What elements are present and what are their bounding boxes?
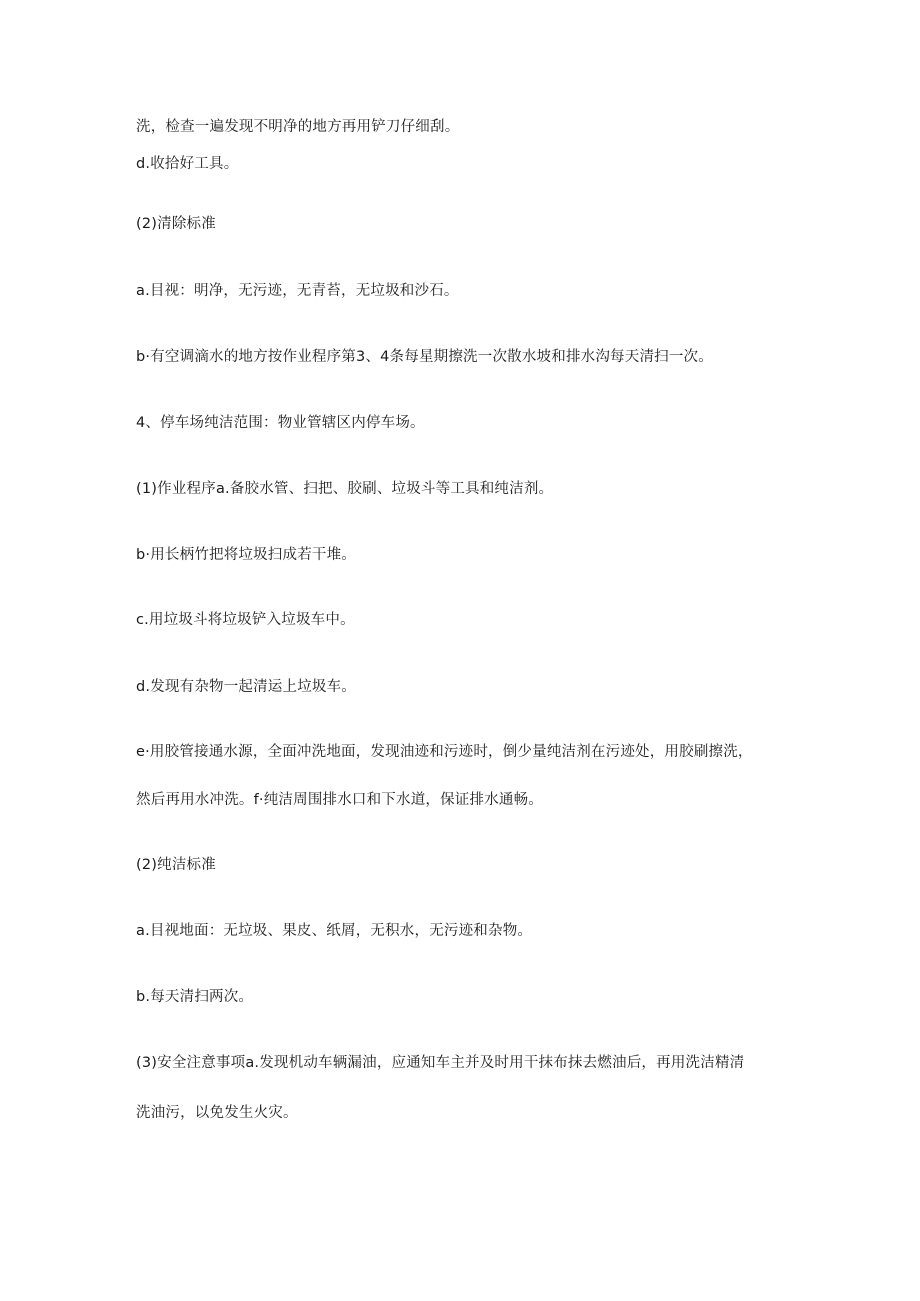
section-heading: 4、停车场纯洁范围：物业管辖区内停车场。 <box>136 415 425 431</box>
text-line: 然后再用水冲洗。f·纯洁周围排水口和下水道，保证排水通畅。 <box>136 792 544 808</box>
text-line: b·有空调滴水的地方按作业程序第3、4条每星期擦洗一次散水坡和排水沟每天清扫一次。 <box>136 349 713 365</box>
text-line: 洗，检查一遍发现不明净的地方再用铲刀仔细刮。 <box>136 119 460 135</box>
text-line: d.收拾好工具。 <box>136 156 239 172</box>
text-line: (3)安全注意事项a.发现机动车辆漏油，应通知车主并及时用干抹布抹去燃油后，再用洗洁精清 <box>136 1055 745 1071</box>
text-line: a.目视：明净，无污迹，无青苔，无垃圾和沙石。 <box>136 283 459 299</box>
text-line: c.用垃圾斗将垃圾铲入垃圾车中。 <box>136 612 355 628</box>
text-line: 洗油污，以免发生火灾。 <box>136 1105 298 1121</box>
section-heading: (2)纯洁标准 <box>136 857 216 873</box>
section-heading: (2)清除标准 <box>136 216 216 232</box>
text-line: a.目视地面：无垃圾、果皮、纸屑，无积水，无污迹和杂物。 <box>136 923 533 939</box>
text-line: d.发现有杂物一起清运上垃圾车。 <box>136 679 357 695</box>
text-line: (1)作业程序a.备胶水管、扫把、胶刷、垃圾斗等工具和纯洁剂。 <box>136 481 554 497</box>
text-line: b·用长柄竹把将垃圾扫成若干堆。 <box>136 547 357 563</box>
text-line: e·用胶管接通水源，全面冲洗地面，发现油迹和污迹时，倒少量纯洁剂在污迹处，用胶刷擦洗， <box>136 744 753 760</box>
text-line: b.每天清扫两次。 <box>136 989 254 1005</box>
